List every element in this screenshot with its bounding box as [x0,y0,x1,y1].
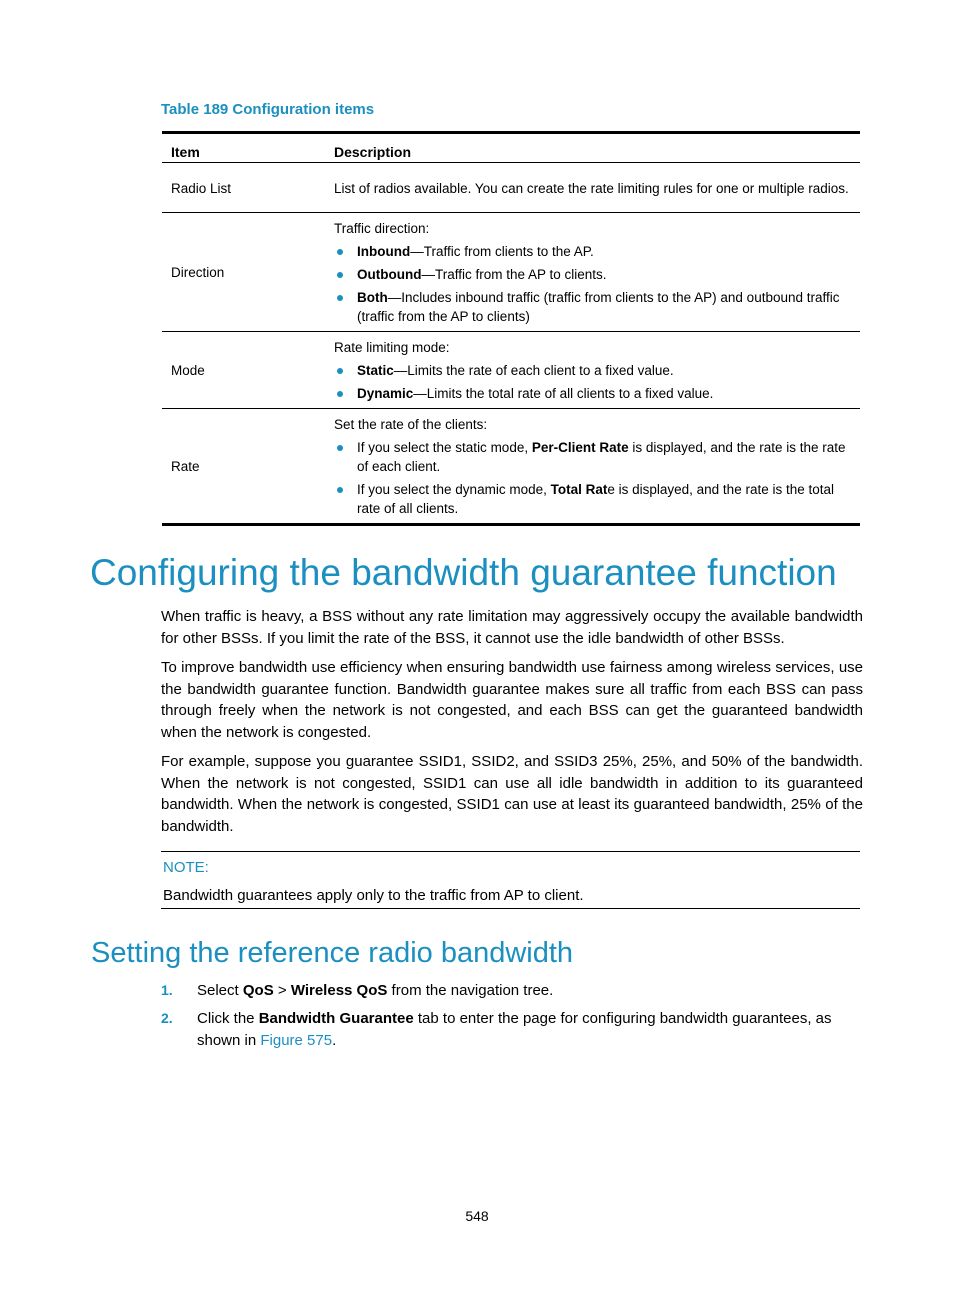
list-item [334,480,852,518]
text-span: is displayed, and the rate is the rate of each client. [357,440,846,474]
text-span: Click the [197,1010,259,1027]
rate-list [334,438,852,518]
tab-bandwidth-guarantee: Bandwidth Guarantee [258,1010,414,1027]
row-desc-rate [325,409,860,525]
row-item-mode: Mode [162,332,325,409]
direction-list [334,242,852,326]
paragraph: For example, suppose you guarantee SSID1, SSID2, and SSID3 25%, 25%, and 50% of the bandwidth. When the network is not congested, SSID1 can use all idle bandwidth in addition to its guaranteed bandwidth. When the network is congested, SSID1 can use at least its guaranteed bandwidth, 25% of the bandwidth. [161,753,863,835]
direction-intro: Traffic direction: [334,221,430,236]
list-item [334,265,852,284]
term-inbound: Inbound [357,244,411,259]
step-text [197,980,861,1002]
note-label: NOTE: [163,859,209,876]
table-caption: Table 189 Configuration items [161,101,375,118]
list-item [334,384,852,403]
text-span: . [332,1031,337,1049]
menu-wireless-qos: Wireless QoS [290,982,388,999]
row-desc-mode [325,332,860,409]
table-header-row [162,133,860,163]
mode-intro: Rate limiting mode: [334,340,450,355]
list-item [334,288,852,326]
page-number: 548 [465,1208,489,1224]
text-span: from the navigation tree. [387,982,554,999]
figure-link[interactable]: Figure 575 [260,1031,333,1049]
paragraph: When traffic is heavy, a BSS without any rate limitation may aggressively occupy the available bandwidth for other BSSs. If you limit the rate of the BSS, it cannot use the idle bandwidth of other BSSs. [161,608,863,647]
term-per-client-rate: Per-Client Rate [531,440,629,455]
text-span: > [273,982,291,999]
table-row [162,163,860,213]
text-span: If you select the dynamic mode, [357,482,551,497]
list-item [334,438,852,476]
term-total-rate: Total Rat [550,482,608,497]
rate-intro: Set the rate of the clients: [334,417,488,432]
section-heading-bandwidth-guarantee: Configuring the bandwidth guarantee function [90,552,837,593]
term-desc: —Limits the total rate of all clients to a fixed value. [413,386,714,401]
table-row [162,409,860,525]
row-desc-direction [325,213,860,332]
text-span: e is displayed, and the rate is the total rate of all clients. [357,482,834,516]
row-item-rate: Rate [162,409,325,525]
note-text: Bandwidth guarantees apply only to the traffic from AP to client. [163,887,584,904]
term-dynamic: Dynamic [357,386,414,401]
column-header-item: Item [162,133,325,163]
row-desc-radio-list: List of radios available. You can create the rate limiting rules for one or multiple radios. [325,163,860,213]
text-span: tab to enter the page for configuring bandwidth guarantees, as shown in [197,1010,832,1049]
term-desc: —Limits the rate of each client to a fixed value. [393,363,674,378]
term-static: Static [357,363,394,378]
term-desc: —Traffic from clients to the AP. [410,244,594,259]
list-item [334,242,852,261]
mode-list [334,361,852,403]
subsection-heading-reference-radio: Setting the reference radio bandwidth [91,937,574,969]
table-row [162,332,860,409]
list-item [334,361,852,380]
step-number: 1. [161,982,173,998]
step-number: 2. [161,1010,173,1026]
row-item-radio-list: Radio List [162,163,325,213]
column-header-description: Description [325,133,860,163]
step-1 [161,980,861,1002]
paragraph: To improve bandwidth use efficiency when ensuring bandwidth use fairness among wireless services, use the bandwidth guarantee function. Bandwidth guarantee makes sure all traffic from each BSS can pass through freely when the network is not congested, and each BSS can get the guaranteed bandwidth when the network is congested. [161,659,863,741]
step-text [197,1008,861,1051]
text-span: Select [197,982,243,999]
configuration-items-table [162,131,860,526]
text-span: If you select the static mode, [357,440,532,455]
term-desc: —Traffic from the AP to clients. [421,267,607,282]
term-outbound: Outbound [357,267,422,282]
menu-qos: QoS [242,982,274,999]
term-desc: —Includes inbound traffic (traffic from clients to the AP) and outbound traffic (traffic from the AP to clients) [357,290,840,324]
row-item-direction: Direction [162,213,325,332]
term-both: Both [357,290,388,305]
table-row [162,213,860,332]
step-2 [161,1008,861,1051]
note-box [161,851,860,909]
